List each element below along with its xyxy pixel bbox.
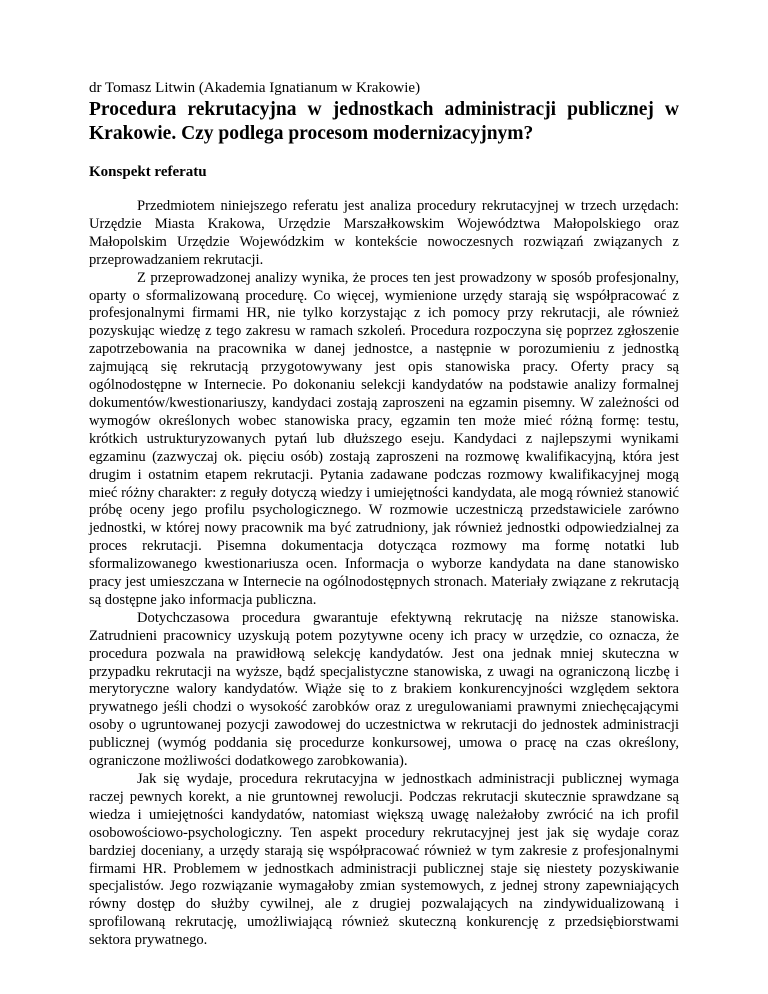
paragraph: Dotychczasowa procedura gwarantuje efektywną rekrutację na niższe stanowiska. Zatrudnieni pracownicy uzyskują potem pozytywne oceny ich pracy w urzędzie, co oznacza, że procedura pozwala na prawidłową selekcję kandydatów. Jest ona jednak mniej skuteczna w przypadku rekrutacji na wyższe, bądź specjalistyczne stanowiska, z uwagi na ograniczoną liczbę i merytoryczne walory kandydatów. Wiąże się to z brakiem konkurencyjności względem sektora prywatnego jeśli chodzi o wysokość zarobków oraz z uregulowaniami prawnymi zniechęcającymi osoby o ugruntowanej pozycji zawodowej do uczestnictwa w rekrutacji do jednostek administracji publicznej (wymóg poddania się procedurze konkursowej, umowa o pracę na czas określony, ograniczone możliwości dodatkowego zarobkowania). (89, 609, 679, 770)
paragraph: Jak się wydaje, procedura rekrutacyjna w jednostkach administracji publicznej wymaga raczej pewnych korekt, a nie gruntownej rewolucji. Podczas rekrutacji skutecznie sprawdzane są wiedza i umiejętności kandydatów, natomiast większą uwagę należałoby zwrócić na ich profil osobowościowo-psychologiczny. Ten aspekt procedury rekrutacyjnej jest jak się wydaje coraz bardziej doceniany, a urzędy starają się współpracować również w tym zakresie z profesjonalnymi firmami HR. Problemem w jednostkach administracji publicznej staje się niestety pozyskiwanie specjalistów. Jego rozwiązanie wymagałoby zmian systemowych, z jednej strony zapewniających równy dostęp do służby cywilnej, ale z drugiej pozwalających na zindywidualizowaną i sprofilowaną rekrutację, umożliwiającą również skuteczną konkurencję z przedsiębiorstwami sektora prywatnego. (89, 771, 679, 949)
section-heading: Konspekt referatu (89, 164, 207, 180)
paragraph: Przedmiotem niniejszego referatu jest analiza procedury rekrutacyjnej w trzech urzędach: Urzędzie Miasta Krakowa, Urzędzie Marszałkowskim Województwa Małopolskiego oraz Małopolskim Urzędzie Wojewódzkim w kontekście nowoczesnych rozwiązań związanych z przeprowadzaniem rekrutacji. (89, 198, 679, 268)
paragraph: Z przeprowadzonej analizy wynika, że proces ten jest prowadzony w sposób profesjonalny, oparty o sformalizowaną procedurę. Co więcej, wymienione urzędy starają się współpracować z profesjonalnymi firmami HR, nie tylko korzystając z ich pomocy przy rekrutacji, ale również pozyskując wiedzę z tego zakresu w ramach szkoleń. Procedura rozpoczyna się poprzez zgłoszenie zapotrzebowania na pracownika w danej jednostce, a następnie w porozumieniu z jednostką zajmującą się rekrutacją przygotowywany jest opis stanowiska pracy. Oferty pracy są ogólnodostępne w Internecie. Po dokonaniu selekcji kandydatów na podstawie analizy formalnej dokumentów/kwestionariuszy, kandydaci zostają zaproszeni na egzamin pisemny. W zależności od wymogów określonych wobec stanowiska pracy, egzamin ten może mieć różną formę: testu, krótkich ustrukturyzowanych pytań lub dłuższego eseju. Kandydaci z najlepszymi wynikami egzaminu (zazwyczaj ok. pięciu osób) zostają zaproszeni na rozmowę kwalifikacyjną, która jest drugim i ostatnim etapem rekrutacji. Pytania zadawane podczas rozmowy kwalifikacyjnej mogą mieć różny charakter: z reguły dotyczą wiedzy i umiejętności kandydata, ale mogą również stanowić próbę oceny jego profilu psychologicznego. W rozmowie uczestniczą przedstawiciele zarówno jednostki, w której nowy pracownik ma być zatrudniony, jak również jednostki odpowiedzialnej za proces rekrutacji. Pisemna dokumentacja dotycząca rozmowy ma formę notatki lub sformalizowanego kwestionariusza ocen. Informacja o wyborze kandydata na dane stanowisko pracy jest umieszczana w Internecie na ogólnodostępnych stronach. Materiały związane z rekrutacją są dostępne jako informacja publiczna. (89, 269, 679, 608)
document-title: Procedura rekrutacyjna w jednostkach administracji publicznej w Krakowie. Czy podlega procesom modernizacyjnym? (89, 99, 679, 144)
document-page (89, 79, 679, 950)
author-line: dr Tomasz Litwin (Akademia Ignatianum w Krakowie) (89, 80, 421, 96)
document-body (89, 198, 679, 950)
